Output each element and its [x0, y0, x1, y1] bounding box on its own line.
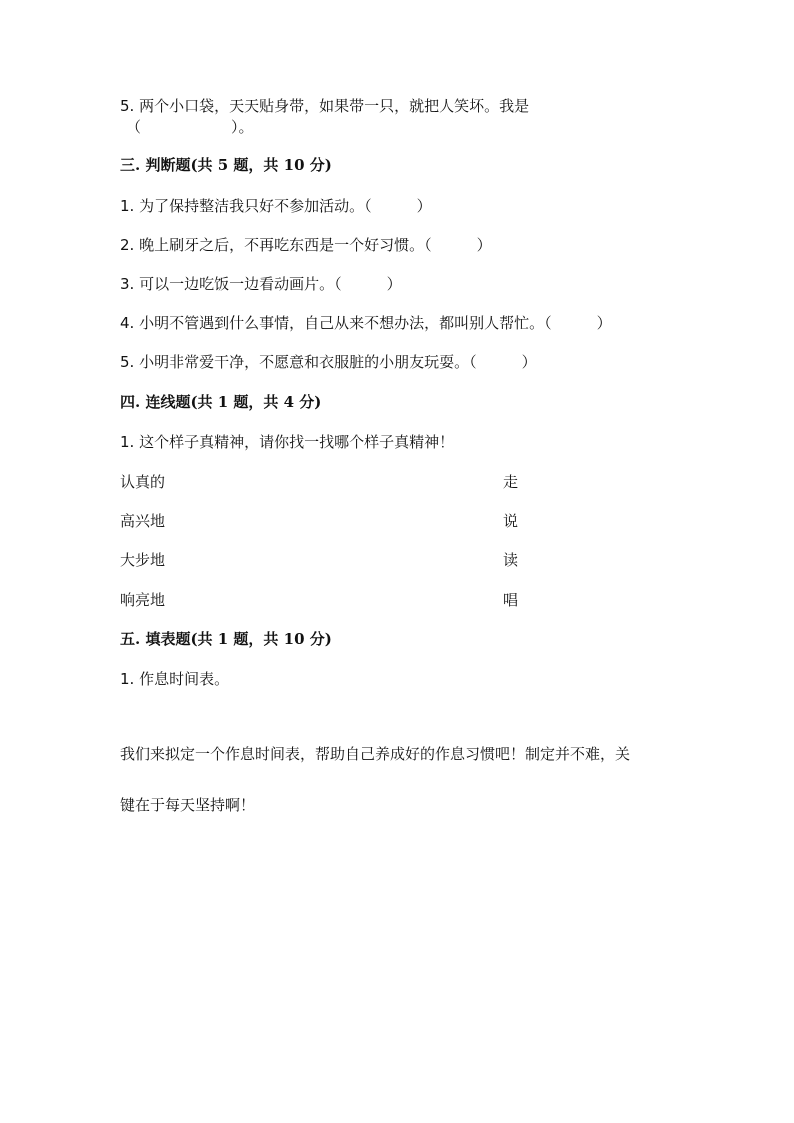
judge-item-5: 5. 小明非常爱干净，不愿意和衣服脏的小朋友玩耍。（ ） — [120, 353, 537, 371]
section-3-title: 三. 判断题(共 5 题，共 10 分) — [120, 156, 332, 174]
question-5-line-1: 5. 两个小口袋，天天贴身带，如果带一只，就把人笑坏。我是 — [120, 97, 530, 115]
instruction-paragraph-line-1: 我们来拟定一个作息时间表，帮助自己养成好的作息习惯吧！制定并不难，关 — [120, 745, 631, 763]
judge-item-2: 2. 晚上刷牙之后，不再吃东西是一个好习惯。（ ） — [120, 236, 492, 254]
match-right-item-2: 说 — [503, 512, 519, 530]
judge-item-3: 3. 可以一边吃饭一边看动画片。（ ） — [120, 275, 402, 293]
match-left-item-4: 响亮地 — [120, 591, 166, 609]
judge-item-1: 1. 为了保持整洁我只好不参加活动。（ ） — [120, 197, 432, 215]
match-right-item-1: 走 — [503, 473, 519, 491]
table-question: 1. 作息时间表。 — [120, 670, 230, 688]
matching-question: 1. 这个样子真精神，请你找一找哪个样子真精神！ — [120, 433, 455, 451]
section-4-title: 四. 连线题(共 1 题，共 4 分) — [120, 393, 322, 411]
question-5-answer-blank: （ ）。 — [126, 118, 254, 136]
match-right-item-3: 读 — [503, 551, 519, 569]
match-left-item-3: 大步地 — [120, 551, 166, 569]
judge-item-4: 4. 小明不管遇到什么事情，自己从来不想办法，都叫别人帮忙。（ ） — [120, 314, 612, 332]
match-left-item-2: 高兴地 — [120, 512, 166, 530]
instruction-paragraph-line-2: 键在于每天坚持啊！ — [120, 796, 256, 814]
match-right-item-4: 唱 — [503, 591, 519, 609]
section-5-title: 五. 填表题(共 1 题，共 10 分) — [120, 630, 332, 648]
match-left-item-1: 认真的 — [120, 473, 166, 491]
